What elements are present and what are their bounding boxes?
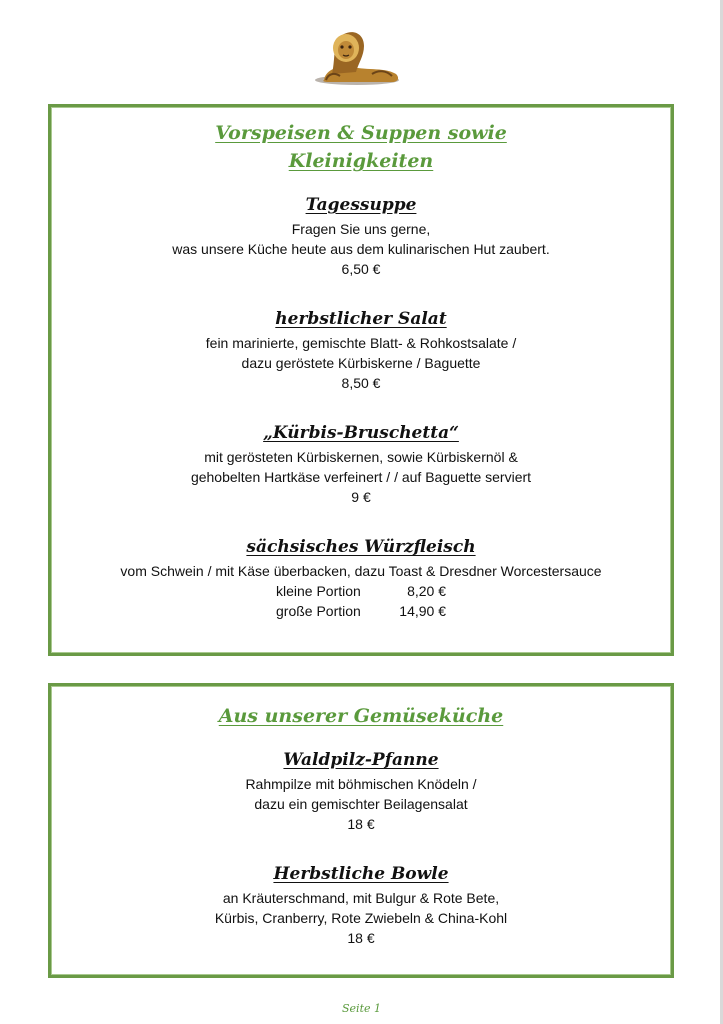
dish-description-line: Rahmpilze mit böhmischen Knödeln /: [245, 776, 477, 792]
dish-price: 18 €: [347, 930, 375, 946]
dish-kuerbis-bruschetta: [51, 421, 671, 507]
section-title: Aus unserer Gemüseküche: [218, 705, 504, 727]
dish-description-line: was unsere Küche heute aus dem kulinarischen Hut zaubert.: [172, 241, 550, 257]
dish-description-line: Kürbis, Cranberry, Rote Zwiebeln & China-Kohl: [214, 910, 508, 926]
portion-row: [51, 581, 671, 601]
portion-label: kleine Portion: [276, 583, 361, 599]
page-number: Seite 1: [342, 1002, 381, 1015]
dish-description-line: vom Schwein / mit Käse überbacken, dazu Toast & Dresdner Worcestersauce: [120, 563, 602, 579]
dish-price: 6,50 €: [341, 261, 381, 277]
dish-description-line: mit gerösteten Kürbiskernen, sowie Kürbiskernöl &: [204, 449, 518, 465]
dish-title: Waldpilz-Pfanne: [283, 750, 439, 770]
dish-title: Herbstliche Bowle: [273, 864, 449, 884]
dish-description-line: fein marinierte, gemischte Blatt- & Rohkostsalate /: [205, 335, 517, 351]
section-gemueseküche: [48, 683, 674, 978]
dish-description-line: gehobelten Hartkäse verfeinert / / auf Baguette serviert: [190, 469, 532, 485]
dish-tagessuppe: [51, 193, 671, 279]
lion-icon: [312, 30, 402, 88]
section-title-line2: Kleinigkeiten: [288, 150, 434, 172]
dish-description-line: dazu geröstete Kürbiskerne / Baguette: [241, 355, 481, 371]
dish-waldpilz-pfanne: [51, 748, 671, 834]
dish-herbstlicher-salat: [51, 307, 671, 393]
section-title: Vorspeisen & Suppen sowie: [215, 122, 507, 144]
dish-title: Tagessuppe: [305, 195, 417, 215]
dish-saechsisches-wuerzfleisch: [51, 535, 671, 621]
dish-herbstliche-bowle: [51, 862, 671, 948]
dish-price: 18 €: [347, 816, 375, 832]
dish-description-line: Fragen Sie uns gerne,: [291, 221, 431, 237]
section-vorspeisen: [48, 104, 674, 656]
portion-price: 8,20 €: [407, 583, 446, 599]
portion-row: [51, 601, 671, 621]
dish-price: 9 €: [351, 489, 371, 505]
dish-title: sächsisches Würzfleisch: [246, 537, 476, 557]
dish-description-line: dazu ein gemischter Beilagensalat: [254, 796, 468, 812]
dish-price: 8,50 €: [341, 375, 381, 391]
lion-logo: [312, 30, 402, 88]
portion-label: große Portion: [276, 603, 361, 619]
dish-title: herbstlicher Salat: [275, 309, 447, 329]
dish-title: „Kürbis-Bruschetta“: [263, 423, 459, 443]
dish-description-line: an Kräuterschmand, mit Bulgur & Rote Bete,: [222, 890, 500, 906]
portion-price: 14,90 €: [399, 603, 446, 619]
